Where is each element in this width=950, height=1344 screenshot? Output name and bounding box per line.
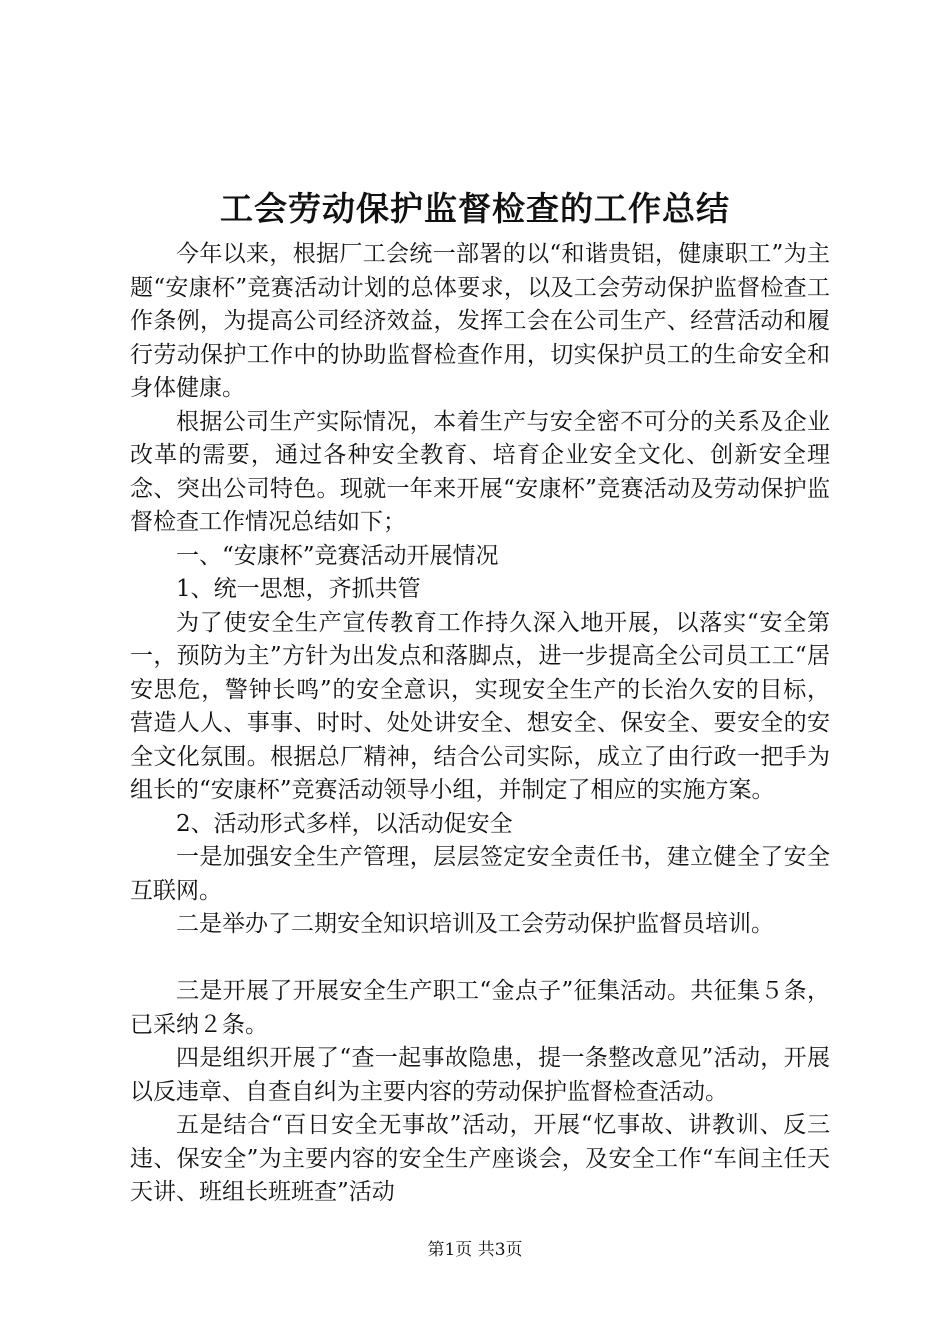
list-item-4: 四是组织开展了“查一起事故隐患，提一条整改意见”活动，开展以反违章、自查自纠为主要内容的劳动保护监督检查活动。 [130,1045,830,1105]
paragraph-unified-thinking: 为了使安全生产宣传教育工作持久深入地开展，以落实“安全第一，预防为主”方针为出发点和落脚点，进一步提高全公司员工工“居安思危，警钟长鸣”的安全意识，实现安全生产的长治久安的目标，营造人人、事事、时时、处处讲安全、想安全、保安全、要安全的安全文化氛围。根据总厂精神，结合公司实际，成立了由行政一把手为组长的“安康杯”竞赛活动领导小组，并制定了相应的实施方案。 [130,609,830,803]
list-item-1: 一是加强安全生产管理，层层签定安全责任书，建立健全了安全互联网。 [130,844,830,904]
section-heading-1: 一、“安康杯”竞赛活动开展情况 [176,542,499,569]
blank-line [130,942,830,976]
document-body [130,238,830,1210]
subsection-heading-1: 1、统一思想，齐抓共管 [176,576,421,602]
paragraph-overview: 根据公司生产实际情况，本着生产与安全密不可分的关系及企业改革的需要，通过各种安全教育、培育企业安全文化、创新安全理念、突出公司特色。现就一年来开展“安康杯”竞赛活动及劳动保护监督检查工作情况总结如下； [130,408,830,535]
list-item-5: 五是结合“百日安全无事故”活动，开展“忆事故、讲教训、反三违、保安全”为主要内容的安全生产座谈会，及安全工作“车间主任天天讲、班组长班班查”活动 [130,1112,830,1205]
paragraph-intro: 今年以来，根据厂工会统一部署的以“和谐贵铝，健康职工”为主题“安康杯”竞赛活动计划的总体要求，以及工会劳动保护监督检查工作条例，为提高公司经济效益，发挥工会在公司生产、经营活动和履行劳动保护工作中的协助监督检查作用，切实保护员工的生命安全和身体健康。 [130,241,830,401]
document-title: 工会劳动保护监督检查的工作总结 [220,189,730,228]
list-item-3: 三是开展了开展安全生产职工“金点子”征集活动。共征集５条，已采纳２条。 [130,978,830,1038]
page-number: 第1页 共3页 [427,1240,523,1260]
list-item-2: 二是举办了二期安全知识培训及工会劳动保护监督员培训。 [176,911,774,937]
subsection-heading-2: 2、活动形式多样，以活动促安全 [176,810,513,837]
